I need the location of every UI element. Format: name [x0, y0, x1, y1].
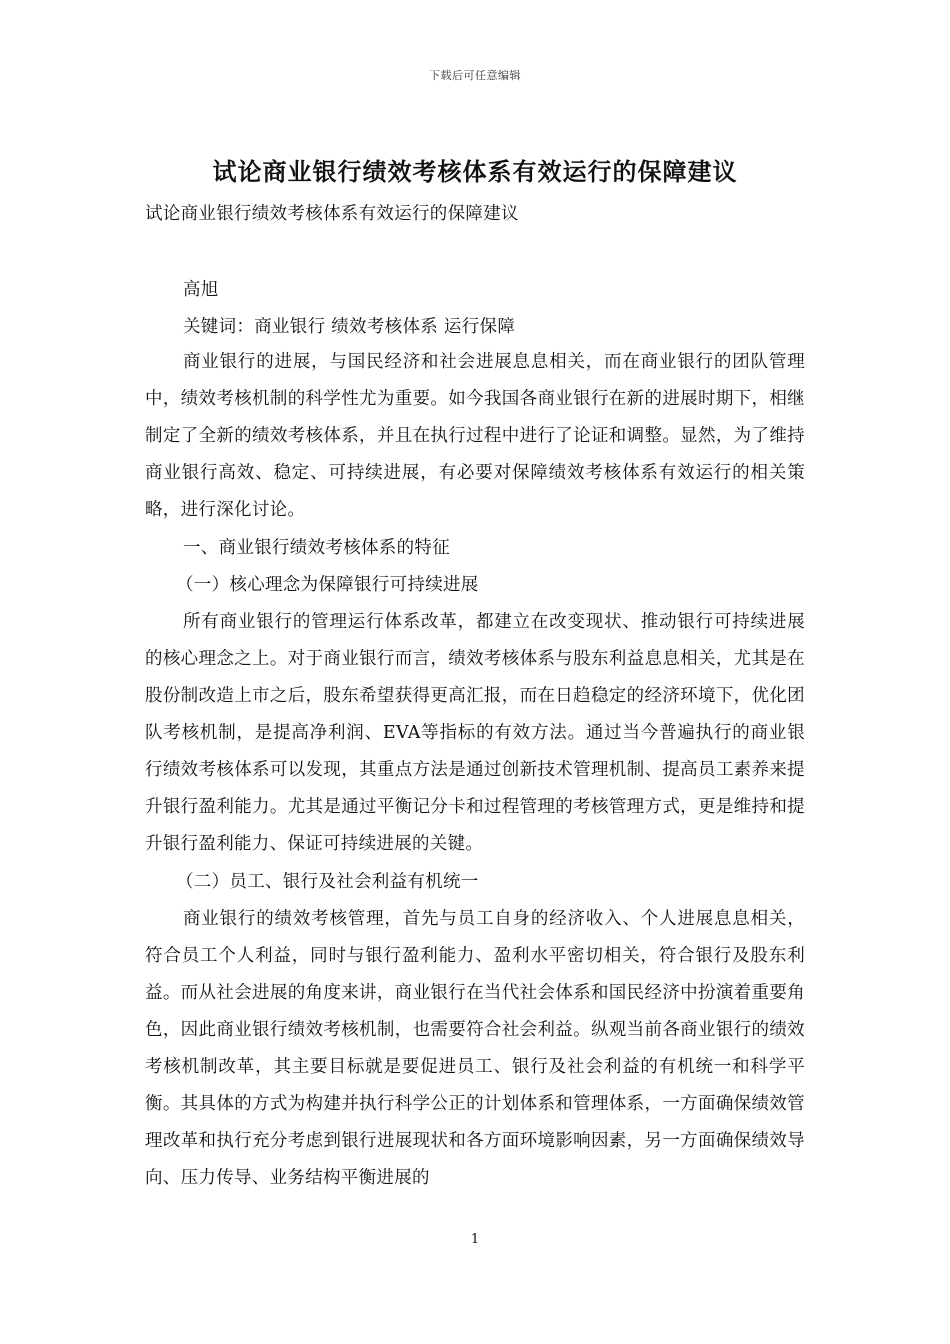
- body-paragraph: 商业银行的绩效考核管理，首先与员工自身的经济收入、个人进展息息相关，符合员工个人利益，同时与银行盈利能力、盈利水平密切相关，符合银行及股东利益。而从社会进展的角度来讲，商业银行在当代社会体系和国民经济中扮演着重要角色，因此商业银行绩效考核机制，也需要符合社会利益。纵观当前各商业银行的绩效考核机制改革，其主要目标就是要促进员工、银行及社会利益的有机统一和科学平衡。其具体的方式为构建并执行科学公正的计划体系和管理体系，一方面确保绩效管理改革和执行充分考虑到银行进展现状和各方面环境影响因素，另一方面确保绩效导向、压力传导、业务结构平衡进展的: [145, 909, 805, 1188]
- page-number: 1: [470, 1232, 480, 1247]
- subsection-heading: （二）员工、银行及社会利益有机统一: [176, 872, 479, 892]
- subsection-heading: （一）核心理念为保障银行可持续进展: [176, 575, 479, 595]
- intro-paragraph: 商业银行的进展，与国民经济和社会进展息息相关，而在商业银行的团队管理中，绩效考核机制的科学性尤为重要。如今我国各商业银行在新的进展时期下，相继制定了全新的绩效考核体系，并且在执行过程中进行了论证和调整。显然，为了维持商业银行高效、稳定、可持续进展，有必要对保障绩效考核体系有效运行的相关策略，进行深化讨论。: [145, 352, 805, 520]
- header-note: 下载后可任意编辑: [429, 69, 521, 82]
- section-heading: 一、商业银行绩效考核体系的特征: [183, 538, 450, 558]
- keywords-line: 关键词：商业银行 绩效考核体系 运行保障: [183, 317, 516, 337]
- document-title: 试论商业银行绩效考核体系有效运行的保障建议: [212, 157, 738, 186]
- body-paragraph: 所有商业银行的管理运行体系改革，都建立在改变现状、推动银行可持续进展的核心理念之上。对于商业银行而言，绩效考核体系与股东利益息息相关，尤其是在股份制改造上市之后，股东希望获得更高汇报，而在日趋稳定的经济环境下，优化团队考核机制，是提高净利润、EVA等指标的有效方法。通过当今普遍执行的商业银行绩效考核体系可以发现，其重点方法是通过创新技术管理机制、提高员工素养来提升银行盈利能力。尤其是通过平衡记分卡和过程管理的考核管理方式，更是维持和提升银行盈利能力、保证可持续进展的关键。: [145, 612, 805, 854]
- author-name: 高旭: [183, 280, 219, 300]
- document-subtitle: 试论商业银行绩效考核体系有效运行的保障建议: [145, 204, 519, 224]
